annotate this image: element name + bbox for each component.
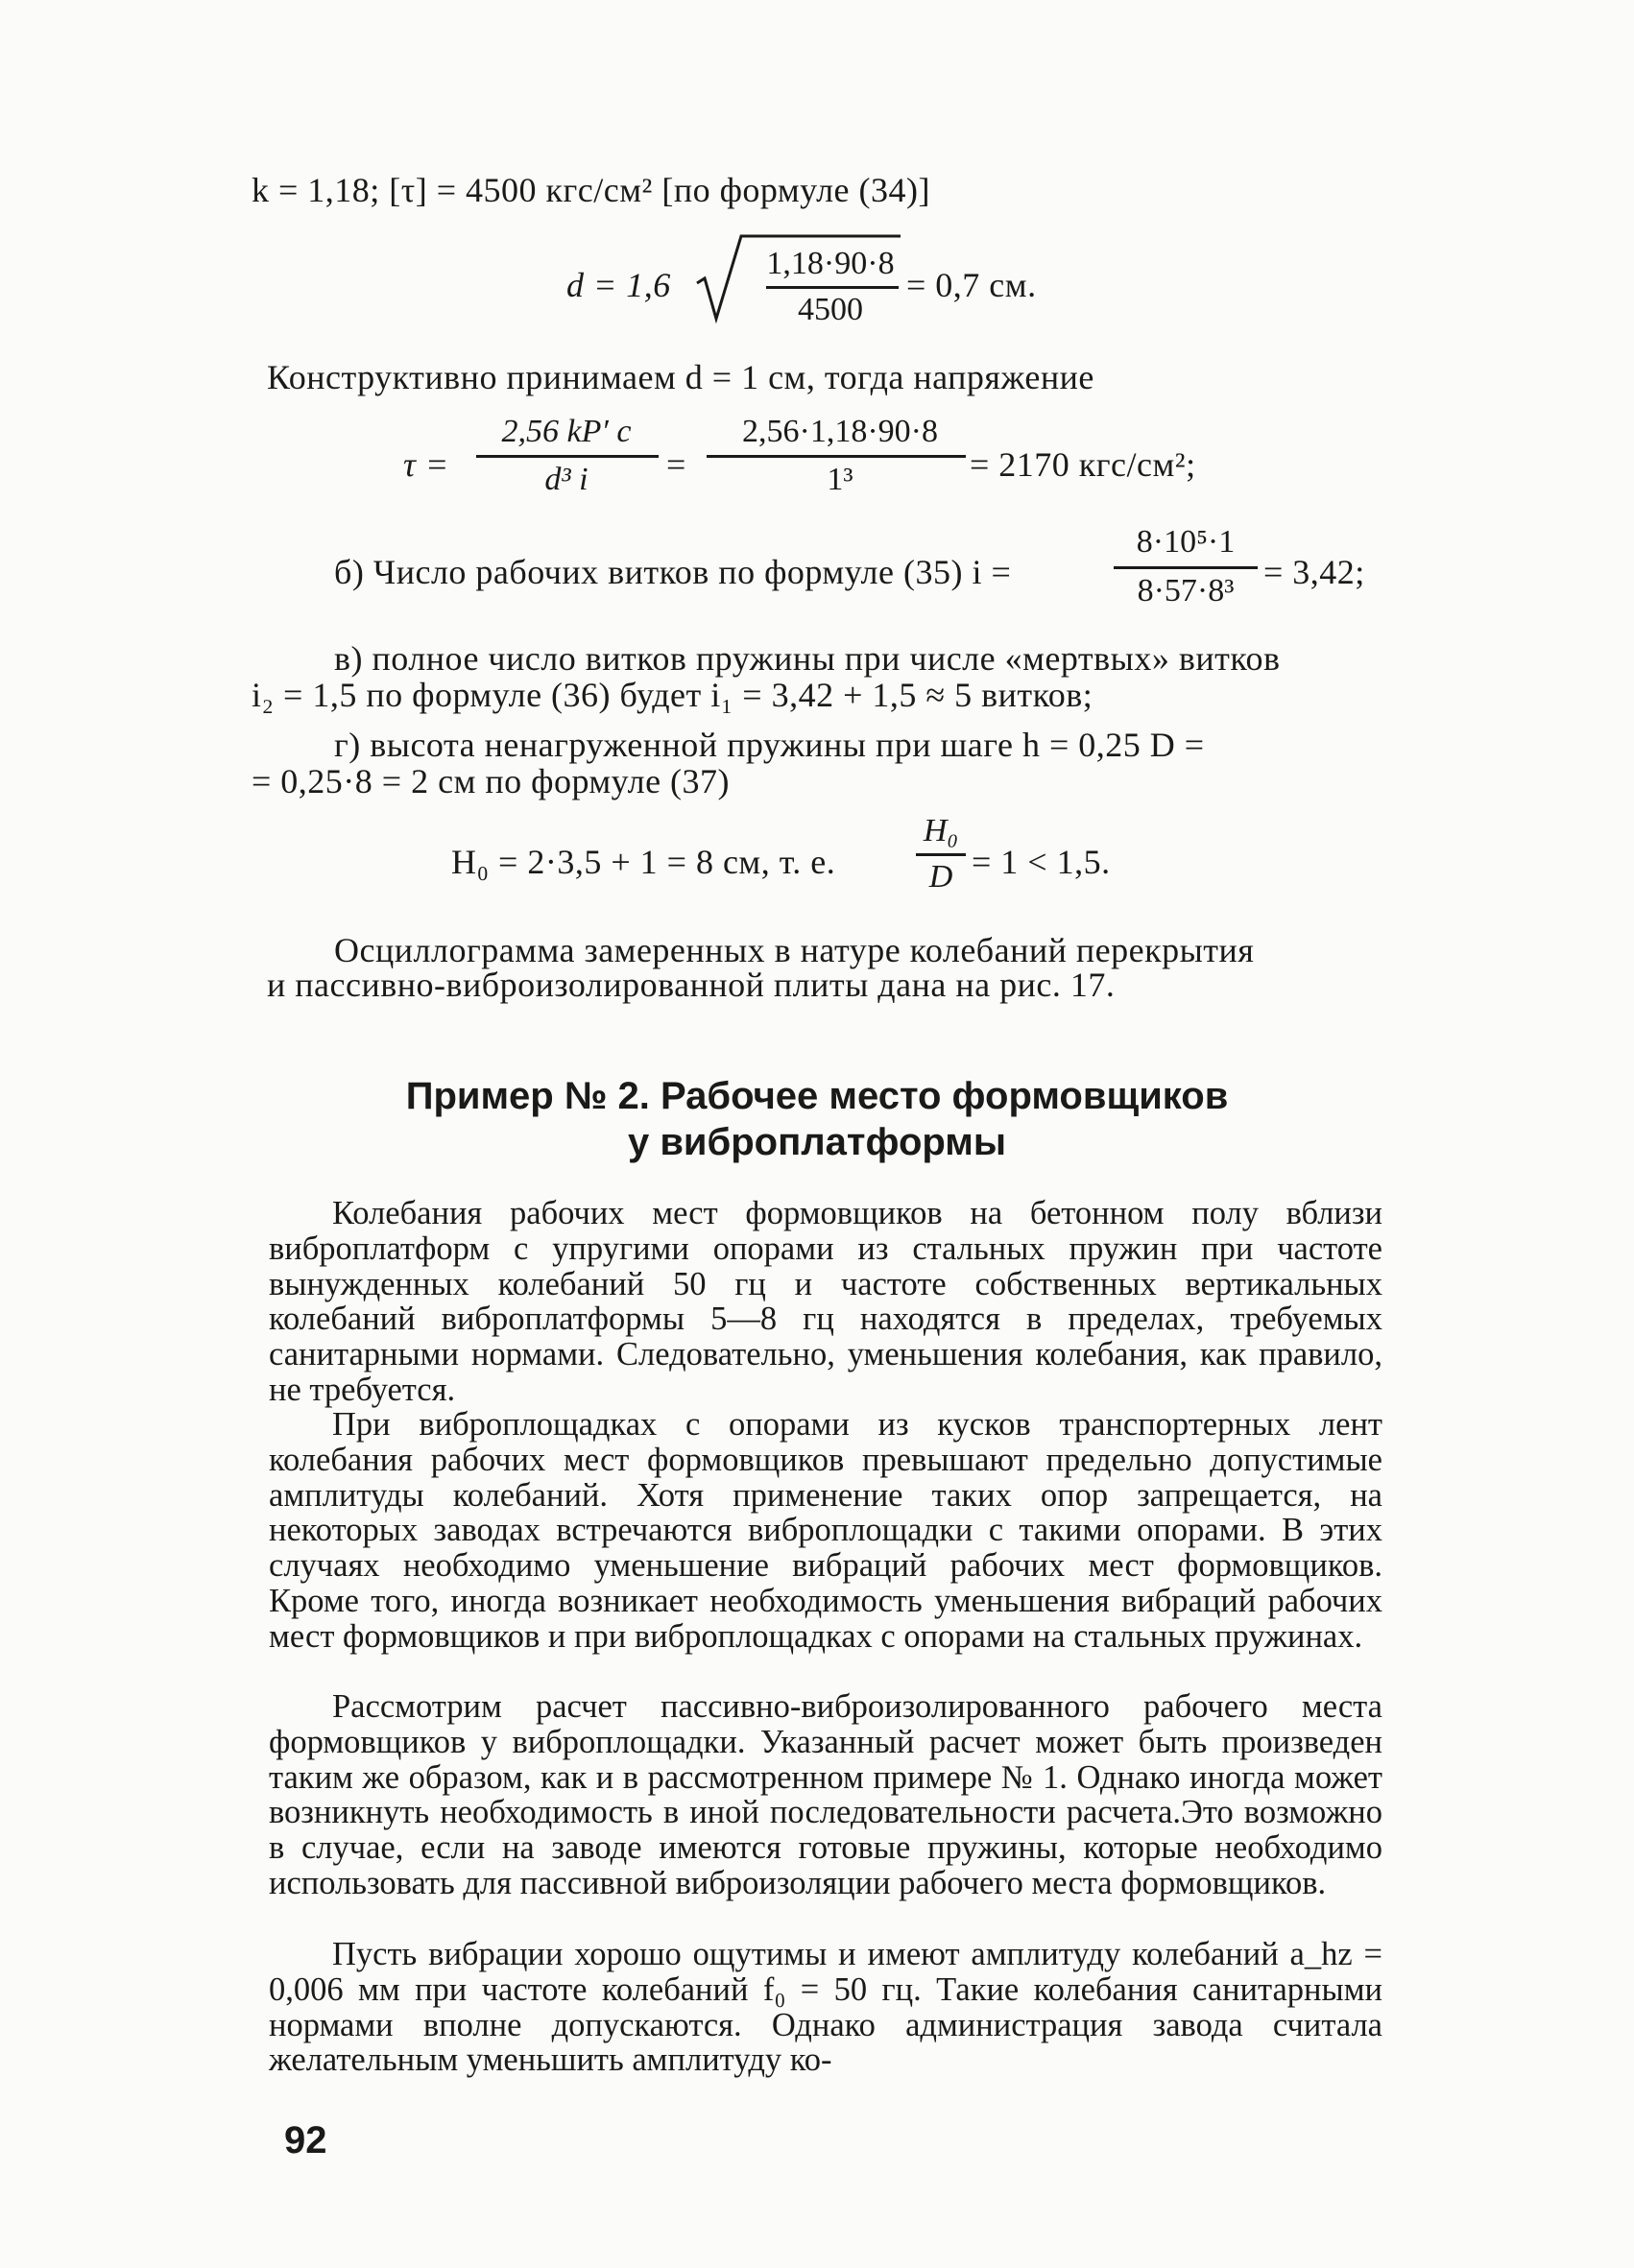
formula-h-numerator: H₀: [923, 813, 959, 848]
fraction-bar: [476, 455, 659, 458]
paragraph-3: Рассмотрим расчет пассивно-виброизолированного рабочего места формовщиков у виброплощадки. Указанный расчет может быть произведен таким же образом, как и в рассмотренном примере № 1. Однако иногда может возникнуть необходимость в иной последовательности расчета.Это возможно в случае, если на заводе имеются готовые пружины, которые необходимо использовать для пассивной виброизоляции рабочего места формовщиков.: [269, 1688, 1382, 1901]
formula-d-prefix: d = 1,6: [566, 266, 671, 304]
formula-tau-num1: 2,56 kP′ c: [501, 414, 632, 449]
section-heading-line1: Пример № 2. Рабочее место формовщиков: [405, 1075, 1229, 1117]
formula-k-line: k = 1,18; [τ] = 4500 кгс/см² [по формуле (34)]: [252, 171, 930, 209]
item-v-line1: в) полное число витков пружины при числе «мертвых» витков: [334, 639, 1281, 678]
item-g-line1: г) высота ненагруженной пружины при шаге h = 0,25 D =: [334, 726, 1205, 764]
formula-h-denominator: D: [928, 859, 953, 895]
construct-line: Конструктивно принимаем d = 1 см, тогда напряжение: [267, 358, 1094, 396]
formula-b-result: = 3,42;: [1263, 553, 1365, 591]
paragraph-1: Колебания рабочих мест формовщиков на бетонном полу вблизи виброплатформ с упругими опорами из стальных пружин при частоте вынужденных колебаний 50 гц и частоте собственных вертикальных колебаний виброплатформы 5—8 гц находятся в пределах, требуемых санитарными нормами. Следовательно, уменьшения колебания, как правило, не требуется.: [269, 1195, 1382, 1408]
osc-line1: Осциллограмма замеренных в натуре колебаний перекрытия: [334, 931, 1255, 969]
fraction-bar: [916, 853, 966, 856]
item-g-line2: = 0,25·8 = 2 см по формуле (37): [252, 762, 731, 800]
formula-tau-prefix: τ =: [403, 445, 449, 484]
formula-tau-num2: 2,56·1,18·90·8: [742, 414, 938, 449]
fraction-bar: [1114, 566, 1258, 569]
paragraph-2: При виброплощадках с опорами из кусков транспортерных лент колебания рабочих мест формовщиков превышают предельно допустимые амплитуды колебаний. Хотя применение таких опор запрещается, на некоторых заводах встречаются виброплощадки с такими опорами. В этих случаях необходимо уменьшение вибраций рабочих мест формовщиков. Кроме того, иногда возникает необходимость уменьшения вибраций рабочих мест формовщиков и при виброплощадках с опорами на стальных пружинах.: [269, 1406, 1382, 1655]
section-heading-line2: у виброплатформы: [627, 1121, 1007, 1163]
item-b-text: б) Число рабочих витков по формуле (35) i =: [334, 553, 1012, 591]
formula-d-numerator: 1,18·90·8: [766, 246, 895, 281]
formula-d-result: = 0,7 см.: [906, 266, 1037, 304]
paragraph-4: Пусть вибрации хорошо ощутимы и имеют амплитуду колебаний a_hz = 0,006 мм при частоте колебаний f₀ = 50 гц. Такие колебания санитарными нормами вполне допускаются. Однако администрация завода считала желательным уменьшить амплитуду ко-: [269, 1936, 1382, 2079]
fraction-bar: [707, 455, 966, 458]
formula-tau-result: = 2170 кгс/см²;: [970, 445, 1196, 484]
osc-line2: и пассивно-виброизолированной плиты дана на рис. 17.: [267, 966, 1116, 1004]
page-number: 92: [284, 2119, 327, 2161]
formula-tau-den1: d³ i: [544, 462, 589, 497]
formula-tau-eq: =: [666, 445, 686, 484]
formula-b-denominator: 8·57·8³: [1137, 573, 1235, 609]
formula-h-result: = 1 < 1,5.: [972, 843, 1111, 881]
formula-tau-den2: 1³: [827, 462, 853, 497]
formula-b-numerator: 8·10⁵·1: [1136, 524, 1236, 560]
formula-h-prefix: H₀ = 2·3,5 + 1 = 8 см, т. е.: [451, 843, 836, 881]
formula-d-denominator: 4500: [798, 292, 863, 327]
item-v-line2: i₂ = 1,5 по формуле (36) будет i₁ = 3,42 + 1,5 ≈ 5 витков;: [252, 676, 1093, 714]
fraction-bar: [766, 286, 899, 289]
